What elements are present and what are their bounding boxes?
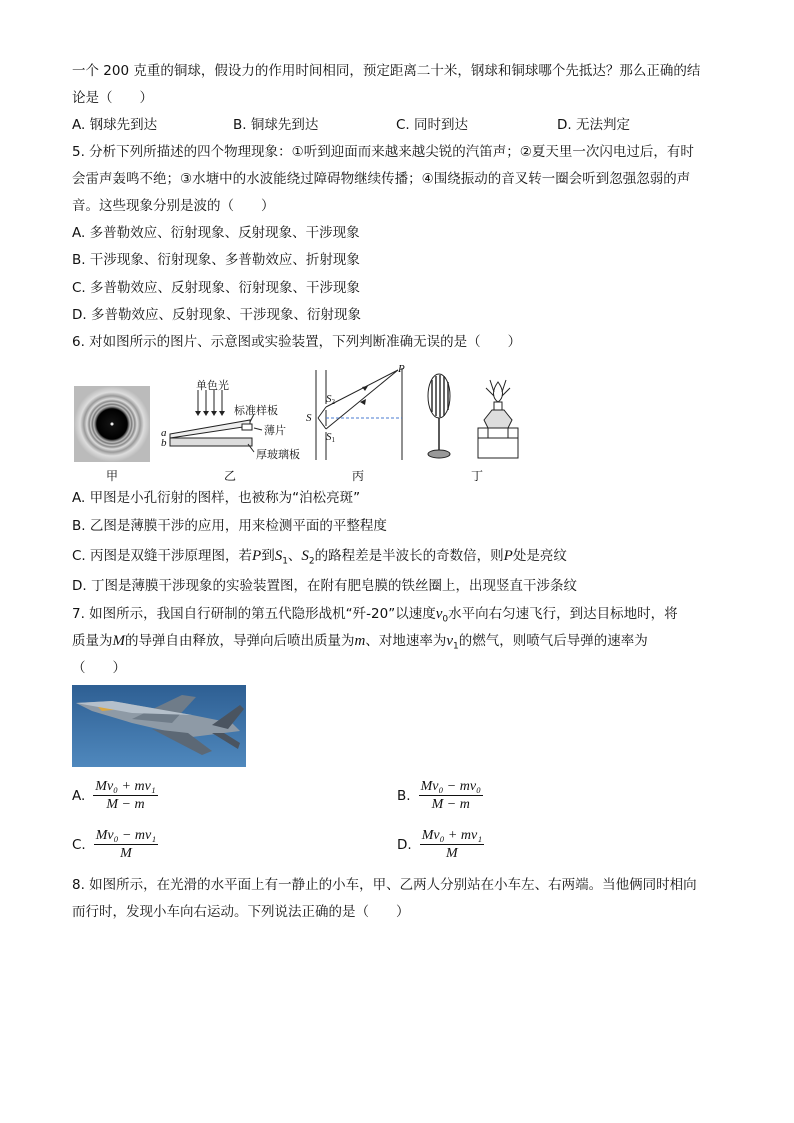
standard-plate [170, 420, 250, 438]
q6-stem: 6. 对如图所示的图片、示意图或实验装置，下列判断准确无误的是（ ） [72, 334, 522, 350]
alcohol-lamp-figure [470, 376, 526, 462]
q4-stem-line1: 一个 200 克重的铜球，假设力的作用时间相同，预定距离二十米，钢球和铜球哪个先抵达？那么正确的结 [72, 63, 701, 79]
q6-option-d: D. 丁图是薄膜干涉现象的实验装置图，在附有肥皂膜的铁丝圈上，出现竖直干涉条纹 [72, 578, 577, 594]
q8-stem-line1: 8. 如图所示，在光滑的水平面上有一静止的小车，甲、乙两人分别站在小车左、右两端。当他俩同时相向 [72, 877, 697, 893]
q5-option-a: A. 多普勒效应、衍射现象、反射现象、干涉现象 [72, 225, 360, 241]
point-p-label: P [398, 363, 405, 375]
q7-stem-line1: 7. 如图所示，我国自行研制的第五代隐形战机“歼-20”以速度$v_0$水平向右匀速飞行，到达目标地时，将 [72, 606, 678, 625]
figure-caption-ding: 丁 [471, 469, 484, 483]
q5-stem-line3: 音。这些现象分别是波的（ ） [72, 198, 275, 214]
q7-option-a: A. $\frac{\text{Mv₀ + mv₁}}{M - m}$ [72, 779, 156, 812]
q6-option-a: A. 甲图是小孔衍射的图样，也被称为“泊松亮斑” [72, 490, 361, 506]
q7-option-d: D. $\frac{\text{Mv₀ + mv₁}}{M}$ [397, 828, 483, 861]
lamp-box [478, 428, 518, 458]
q4-stem-line2: 论是（ ） [72, 90, 153, 106]
thin-film-figure [158, 378, 300, 464]
thin-sheet [242, 424, 252, 430]
q8-stem-line2: 而行时，发现小车向右运动。下列说法正确的是（ ） [72, 904, 410, 920]
point-b-label: b [161, 437, 167, 449]
wire-ring [428, 374, 450, 418]
sheet-label: 薄片 [264, 424, 286, 437]
slit-s2-label: S2 [326, 393, 335, 406]
q7-stem-line3: （ ） [72, 660, 126, 676]
stand-base [428, 450, 450, 458]
q6-option-b: B. 乙图是薄膜干涉的应用，用来检测平面的平整程度 [72, 518, 387, 534]
slit-s1-label: S1 [326, 431, 335, 444]
bright-spot [111, 423, 114, 426]
q5-stem-line2: 会雷声轰鸣不绝；③水塘中的水波能绕过障碍物继续传播；④围绕振动的音叉转一圈会听到忽强忽弱的声 [72, 171, 691, 187]
lamp-flame [494, 382, 503, 402]
poisson-spot-figure [74, 386, 150, 462]
plate-label: 标准样板 [234, 404, 278, 417]
q5-option-c: C. 多普勒效应、反射现象、衍射现象、干涉现象 [72, 280, 361, 296]
q4-option-d: D. 无法判定 [557, 117, 630, 133]
q7-option-b: B. $\frac{\text{Mv₀ − mv₀}}{M - m}$ [397, 779, 481, 812]
q5-option-d: D. 多普勒效应、反射现象、干涉现象、衍射现象 [72, 307, 361, 323]
q7-stem-line2: 质量为M的导弹自由释放，导弹向后喷出质量为m、对地速率为$v_1$的燃气，则喷气后导弹的速率为 [72, 633, 648, 652]
q5-option-b: B. 干涉现象、衍射现象、多普勒效应、折射现象 [72, 252, 360, 268]
point-a-label: a [161, 427, 167, 439]
source-s-label: S [306, 412, 312, 424]
j20-photo [72, 685, 246, 767]
q7-option-c: C. $\frac{\text{Mv₀ − mv₁}}{M}$ [72, 828, 157, 861]
figure-caption-jia: 甲 [106, 469, 119, 483]
light-label: 单色光 [196, 379, 229, 392]
double-slit-figure [302, 364, 410, 462]
q4-option-a: A. 钢球先到达 [72, 117, 158, 133]
path-s1-p [326, 370, 398, 429]
glass-label: 厚玻璃板 [256, 448, 300, 461]
q5-stem-line1: 5. 分析下列所描述的四个物理现象：①听到迎面而来越来越尖锐的汽笛声；②夏天里一次闪电过后，有时 [72, 144, 694, 160]
thick-glass [170, 438, 252, 446]
q6-option-c: C. 丙图是双缝干涉原理图，若P到$S_1$、$S_2$的路程差是半波长的奇数倍，则P处是亮纹 [72, 548, 567, 567]
figure-caption-bing: 丙 [352, 469, 365, 483]
soap-film-figure [422, 370, 456, 462]
figure-caption-yi: 乙 [224, 469, 237, 483]
q4-option-b: B. 铜球先到达 [233, 117, 319, 133]
q4-option-c: C. 同时到达 [396, 117, 469, 133]
